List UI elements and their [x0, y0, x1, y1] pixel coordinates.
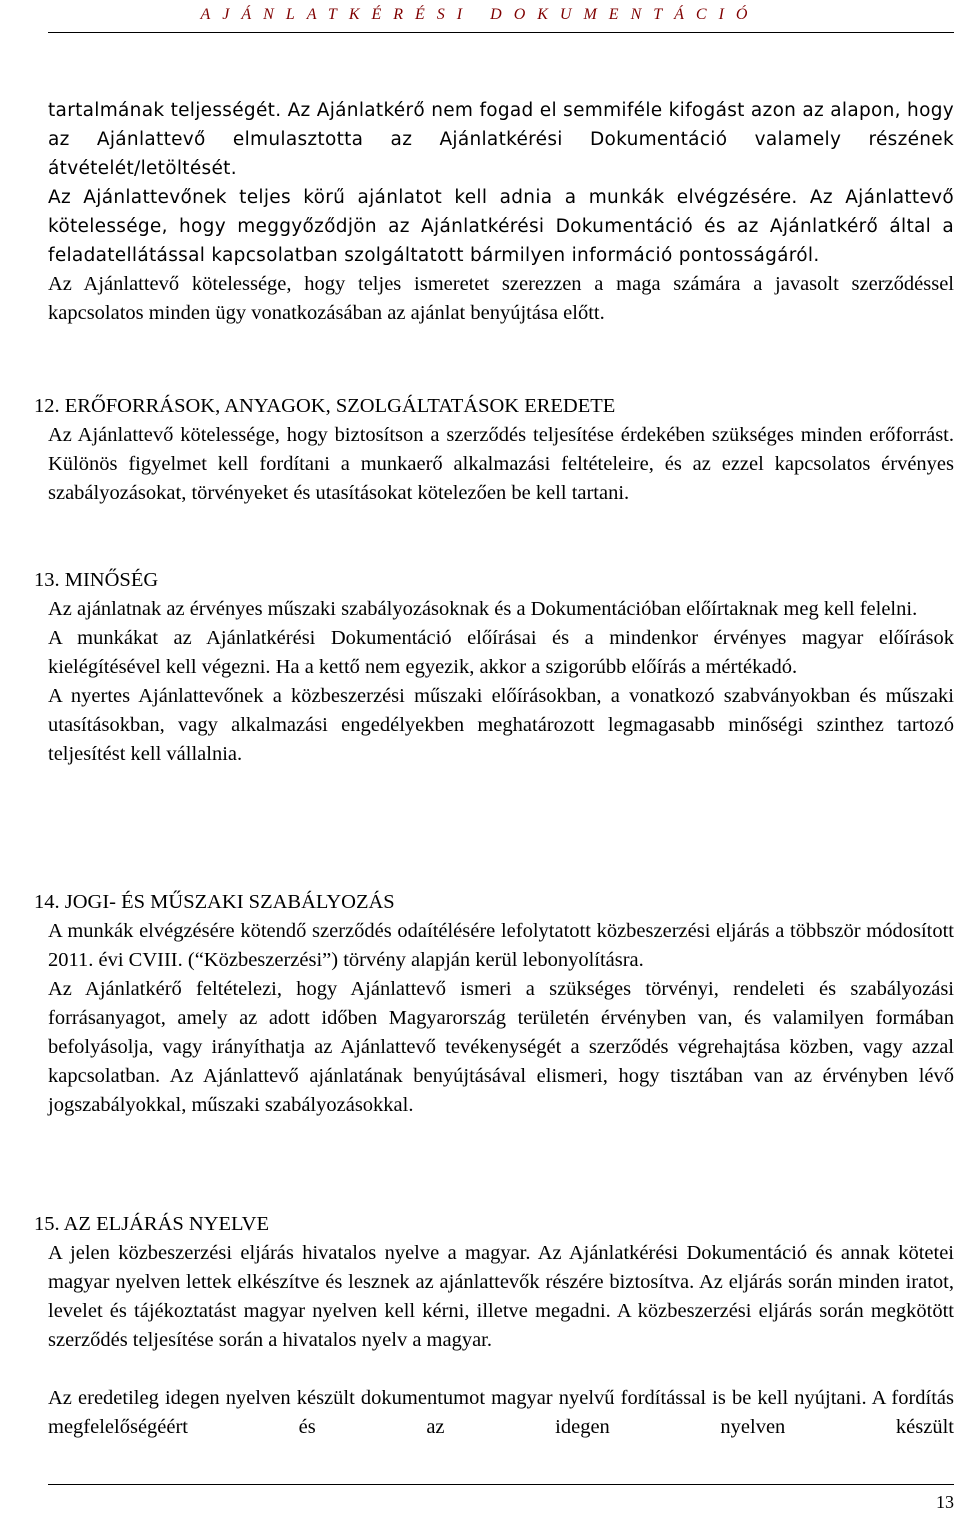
page-number: 13 [936, 1492, 954, 1512]
section-14 [34, 888, 954, 1120]
section-heading: 14. JOGI- ÉS MŰSZAKI SZABÁLYOZÁS [34, 891, 395, 913]
intro-paragraph-2: Az Ajánlattevőnek teljes körű ajánlatot kell adnia a munkák elvégzésére. Az Ajánlattevő kötelessége, hogy meggyőződjön az Ajánlatkérési Dokumentáció és az Ajánlatkérő által a feladatellátással kapcsolatban szolgáltatott bármilyen információ pontosságáról. [48, 187, 954, 266]
section-heading: 12. ERŐFORRÁSOK, ANYAGOK, SZOLGÁLTATÁSOK EREDETE [34, 395, 616, 417]
section-paragraph: A jelen közbeszerzési eljárás hivatalos nyelve a magyar. Az Ajánlatkérési Dokumentáció és annak kötetei magyar nyelven lettek elkészítve és lesznek az ajánlattevők részére biztosítva. Az eljárás során minden iratot, levelet és tájékoztatást magyar nyelven kell kérni, illetve megadni. A közbeszerzési eljárás során megkötött szerződés teljesítése során a hivatalos nyelv a magyar. [48, 1242, 954, 1351]
intro-block [48, 96, 954, 328]
footer-divider [48, 1484, 954, 1485]
section-heading: 15. AZ ELJÁRÁS NYELVE [34, 1213, 269, 1235]
section-paragraph: Az ajánlatnak az érvényes műszaki szabályozásoknak és a Dokumentációban előírtaknak meg kell felelni. [48, 598, 918, 620]
section-paragraph: Az Ajánlattevő kötelessége, hogy biztosítson a szerződés teljesítése érdekében szükséges minden erőforrást. Különös figyelmet kell fordítani a munkaerő alkalmazási feltételeire, és az ezzel kapcsolatos érvényes szabályozásokat, törvényeket és utasításokat kötelezően be kell tartani. [48, 424, 954, 504]
header-divider [48, 32, 954, 33]
section-paragraph: Az Ajánlatkérő feltételezi, hogy Ajánlattevő ismeri a szükséges törvényi, rendeleti és szabályozási forrásanyagot, amely az adott időben Magyarország területén érvényben van, és valamilyen formában befolyásolja, vagy irányíthatja az Ajánlattevő tevékenységét a szerződés végrehajtása közben, vagy azzal kapcsolatban. Az Ajánlattevő ajánlatának benyújtásával elismeri, hogy tisztában van az érvényben lévő jogszabályokkal, műszaki szabályozásokkal. [48, 978, 954, 1116]
running-header: AJÁNLATKÉRÉSI DOKUMENTÁCIÓ [200, 6, 760, 23]
section-paragraph: Az eredetileg idegen nyelven készült dokumentumot magyar nyelvű fordítással is be kell nyújtani. A fordítás megfelelőségéért és az idegen nyelven készült [48, 1387, 954, 1438]
section-15 [34, 1210, 954, 1442]
section-paragraph: A munkák elvégzésére kötendő szerződés odaítélésére lefolytatott közbeszerzési eljárás a többször módosított 2011. évi CVIII. (“Közbeszerzési”) törvény alapján kerül lebonyolításra. [48, 920, 954, 971]
section-13 [34, 566, 954, 769]
section-paragraph: A nyertes Ajánlattevőnek a közbeszerzési műszaki előírásokban, a vonatkozó szabványokban és műszaki utasításokban, vagy alkalmazási engedélyekben meghatározott legmagasabb minőségi szinthez tartozó teljesítést kell vállalnia. [48, 685, 954, 765]
intro-paragraph-3: Az Ajánlattevő kötelessége, hogy teljes ismeretet szerezzen a maga számára a javasolt szerződéssel kapcsolatos minden ügy vonatkozásában az ajánlat benyújtása előtt. [48, 273, 954, 324]
section-paragraph: A munkákat az Ajánlatkérési Dokumentáció előírásai és a mindenkor érvényes magyar előírások kielégítésével kell végezni. Ha a kettő nem egyezik, akkor a szigorúbb előírás a mértékadó. [48, 627, 954, 678]
intro-paragraph-1: tartalmának teljességét. Az Ajánlatkérő nem fogad el semmiféle kifogást azon az alapon, hogy az Ajánlattevő elmulasztotta az Ajánlatkérési Dokumentáció valamely részének átvételét/letöltését. [48, 100, 954, 179]
section-12 [34, 392, 954, 508]
section-heading: 13. MINŐSÉG [34, 569, 159, 591]
